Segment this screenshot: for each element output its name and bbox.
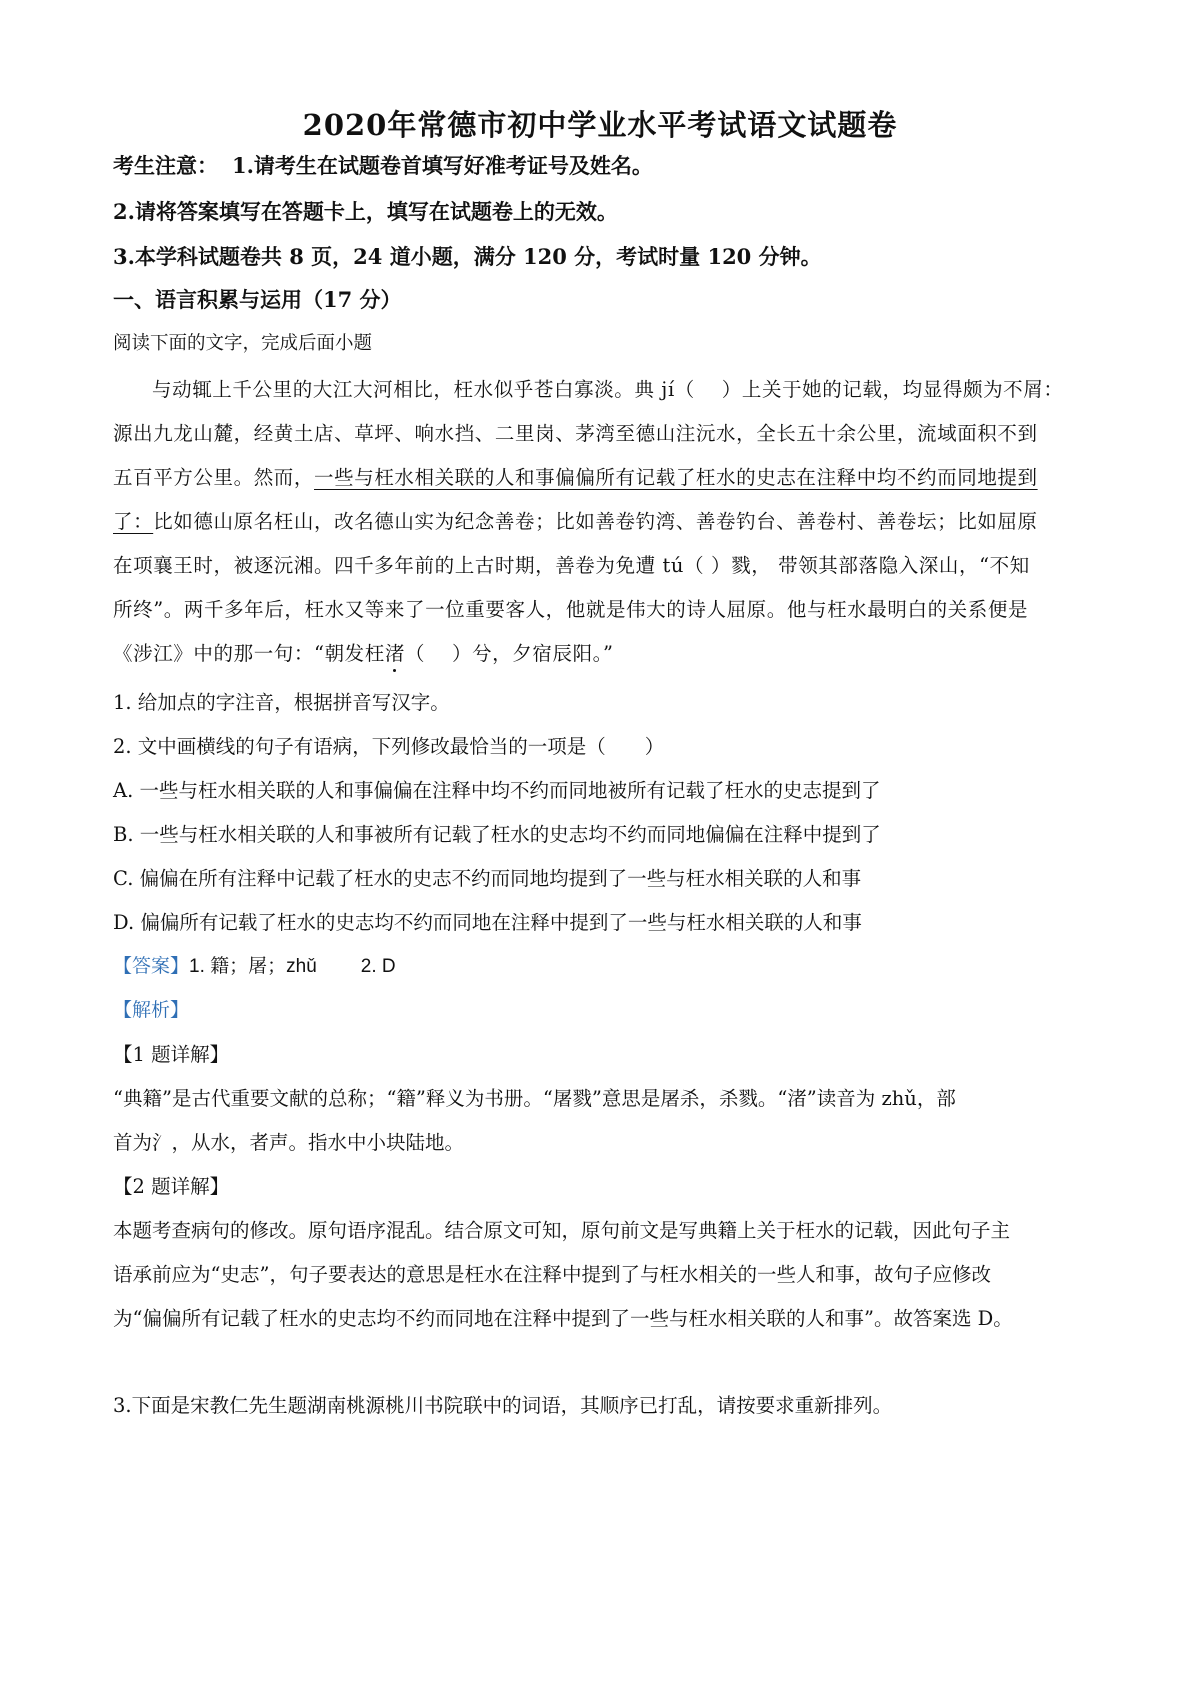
question-1: 1. 给加点的字注音，根据拼音写汉字。 bbox=[113, 691, 450, 714]
underlined-sentence-part-2: 了： bbox=[113, 510, 154, 533]
dotted-character: 渚 bbox=[384, 642, 405, 665]
detail-1-line-1: “典籍”是古代重要文献的总称；“籍”释义为书册。“屠戮”意思是屠杀，杀戮。“渚”读音为 zhǔ，部 bbox=[113, 1087, 956, 1110]
passage-line-3 bbox=[113, 462, 1038, 490]
option-a: A. 一些与枉水相关联的人和事偏偏在注释中均不约而同地被所有记载了枉水的史志提到了 bbox=[113, 779, 881, 802]
notice-item-3: 3.本学科试题卷共 8 页，24 道小题，满分 120 分，考试时量 120 分钟。 bbox=[113, 244, 822, 269]
detail-1-line-2: 首为氵，从水，者声。指水中小块陆地。 bbox=[113, 1131, 465, 1154]
detail-2-line-1: 本题考查病句的修改。原句语序混乱。结合原文可知，原句前文是写典籍上关于枉水的记载，因此句子主 bbox=[113, 1219, 1011, 1242]
notice-item-1: 1.请考生在试题卷首填写好准考证号及姓名。 bbox=[232, 153, 653, 178]
passage-line-6: 所终”。两千多年后，枉水又等来了一位重要客人，他就是伟大的诗人屈原。他与枉水最明白的关系便是 bbox=[113, 598, 1029, 621]
analysis-label: 【解析】 bbox=[113, 999, 190, 1021]
answer-part-1: 1. 籍；屠；zhǔ bbox=[189, 956, 317, 977]
exam-title: 2020年常德市初中学业水平考试语文试题卷 bbox=[302, 108, 898, 142]
section-heading: 一、语言积累与运用（17 分） bbox=[113, 287, 402, 312]
passage-line-7-start: 《涉江》中的那一句：“朝发枉 bbox=[113, 642, 385, 665]
question-2: 2. 文中画横线的句子有语病，下列修改最恰当的一项是（ ） bbox=[113, 735, 665, 758]
detail-2-line-2: 语承前应为“史志”，句子要表达的意思是枉水在注释中提到了与枉水相关的一些人和事，故句子应修改 bbox=[113, 1263, 991, 1286]
detail-heading-2: 【2 题详解】 bbox=[113, 1175, 230, 1198]
answer-line bbox=[113, 951, 396, 978]
underlined-sentence-part-1: 一些与枉水相关联的人和事偏偏所有记载了枉水的史志在注释中均不约而同地提到 bbox=[314, 466, 1038, 489]
option-c: C. 偏偏在所有注释中记载了枉水的史志不约而同地均提到了一些与枉水相关联的人和事 bbox=[113, 867, 862, 890]
passage-line-4 bbox=[113, 506, 1038, 534]
answer-label: 【答案】 bbox=[113, 956, 190, 977]
option-d: D. 偏偏所有记载了枉水的史志均不约而同地在注释中提到了一些与枉水相关联的人和事 bbox=[113, 911, 862, 934]
notice-item-2: 2.请将答案填写在答题卡上，填写在试题卷上的无效。 bbox=[113, 199, 618, 224]
notice-label: 考生注意： bbox=[113, 153, 218, 178]
passage-line-5: 在项襄王时，被逐沅湘。四千多年前的上古时期，善卷为免遭 tú（ ）戮， 带领其部落隐入深山，“不知 bbox=[113, 554, 1030, 577]
notice-line-1 bbox=[113, 150, 653, 180]
detail-2-line-3: 为“偏偏所有记载了枉水的史志均不约而同地在注释中提到了一些与枉水相关联的人和事”。故答案选 D。 bbox=[113, 1307, 1013, 1330]
option-b: B. 一些与枉水相关联的人和事被所有记载了枉水的史志均不约而同地偏偏在注释中提到了 bbox=[113, 823, 881, 846]
passage-line-2: 源出九龙山麓，经黄土店、草坪、响水挡、二里岗、茅湾至德山注沅水，全长五十余公里，流域面积不到 bbox=[113, 422, 1038, 445]
question-3: 3.下面是宋教仁先生题湖南桃源桃川书院联中的词语，其顺序已打乱，请按要求重新排列。 bbox=[113, 1394, 893, 1417]
answer-part-2: 2. D bbox=[360, 956, 396, 977]
passage-line-3-start: 五百平方公里。然而， bbox=[113, 466, 315, 489]
passage-line-7 bbox=[113, 638, 614, 666]
reading-intro: 阅读下面的文字，完成后面小题 bbox=[113, 333, 373, 354]
detail-heading-1: 【1 题详解】 bbox=[113, 1043, 230, 1066]
passage-line-1: 与动辄上千公里的大江大河相比，枉水似乎苍白寡淡。典 jí（ ）上关于她的记载，均显得颇为不屑： bbox=[152, 378, 1064, 401]
passage-line-7-end: （ ）兮，夕宿辰阳。” bbox=[404, 642, 614, 665]
passage-line-4-rest: 比如德山原名枉山，改名德山实为纪念善卷；比如善卷钓湾、善卷钓台、善卷村、善卷坛；比如屈原 bbox=[153, 510, 1038, 533]
